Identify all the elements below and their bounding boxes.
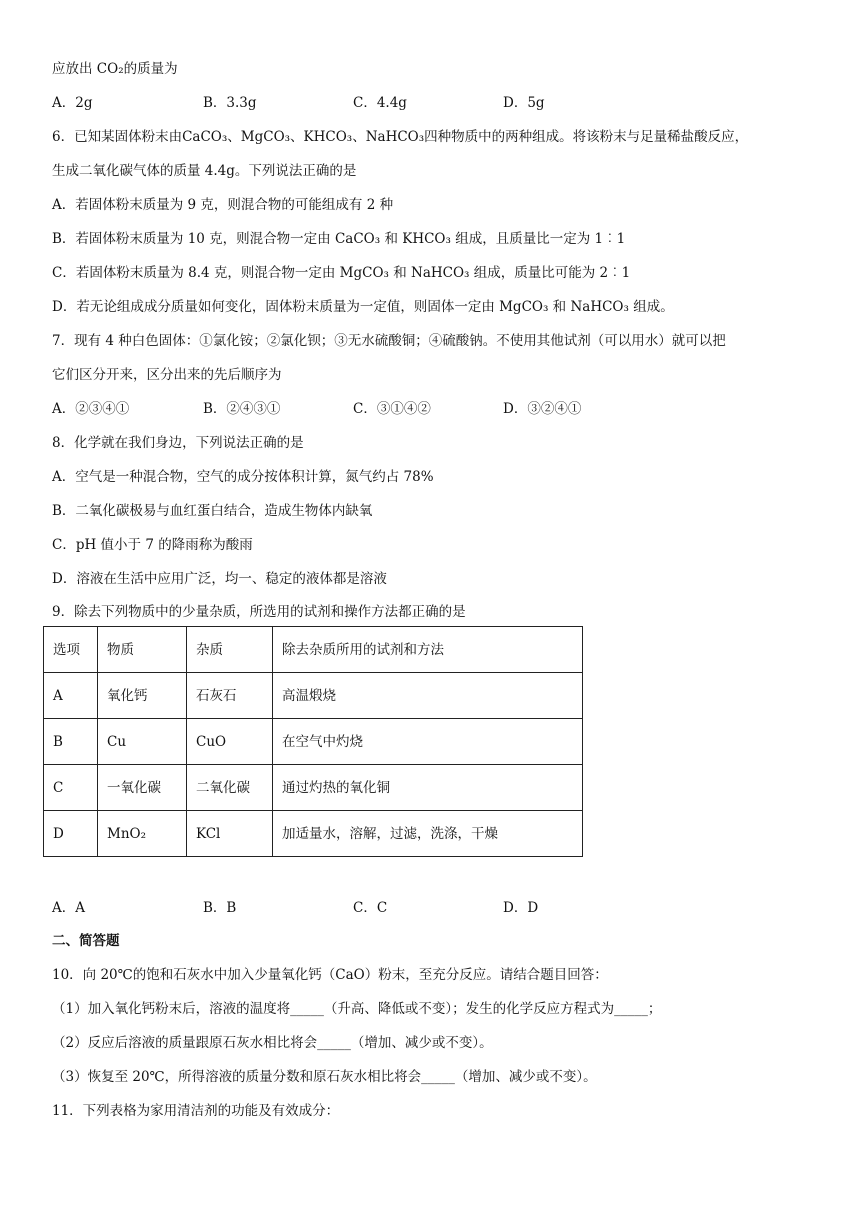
table-cell: 氧化钙 (98, 673, 187, 719)
q8-choice-c: C．pH 值小于 7 的降雨称为酸雨 (52, 537, 253, 553)
table-cell: B (44, 719, 98, 765)
q6-stem-line1: 6．已知某固体粉末由CaCO₃、MgCO₃、KHCO₃、NaHCO₃四种物质中的两种组成。将该粉末与足量稀盐酸反应， (52, 129, 749, 145)
q5-option-c: C．4.4g (353, 95, 407, 111)
q9-table (43, 626, 583, 857)
q6-choice-b: B．若固体粉末质量为 10 克，则混合物一定由 CaCO₃ 和 KHCO₃ 组成，且质量比一定为 1︰1 (52, 231, 626, 247)
q10-stem: 10．向 20℃的饱和石灰水中加入少量氧化钙（CaO）粉末，至充分反应。请结合题目回答： (52, 967, 608, 983)
q9-stem: 9．除去下列物质中的少量杂质，所选用的试剂和操作方法都正确的是 (52, 604, 466, 620)
q9-option-b: B．B (203, 900, 237, 916)
q9-option-a: A．A (52, 900, 85, 916)
q8-choice-b: B．二氧化碳极易与血红蛋白结合，造成生物体内缺氧 (52, 503, 373, 519)
q10-part-3: （3）恢复至 20℃，所得溶液的质量分数和原石灰水相比将会_____（增加、减少或不变）。 (52, 1069, 597, 1085)
table-cell: 通过灼热的氧化铜 (273, 765, 583, 811)
table-cell: 石灰石 (187, 673, 273, 719)
section-heading: 二、简答题 (52, 933, 120, 949)
table-row (44, 811, 583, 857)
table-header-cell: 除去杂质所用的试剂和方法 (273, 627, 583, 673)
table-cell: CuO (187, 719, 273, 765)
q5-option-b: B．3.3g (203, 95, 257, 111)
table-row (44, 765, 583, 811)
q5-stem-continuation: 应放出 CO₂的质量为 (52, 61, 178, 77)
q5-option-d: D．5g (503, 95, 545, 111)
q7-option-a: A．②③④① (52, 401, 130, 417)
table-cell: 高温煅烧 (273, 673, 583, 719)
q8-choice-a: A．空气是一种混合物，空气的成分按体积计算，氮气约占 78% (52, 469, 434, 485)
q9-option-c: C．C (353, 900, 388, 916)
table-row (44, 673, 583, 719)
q5-option-a: A．2g (52, 95, 93, 111)
q7-option-d: D．③②④① (503, 401, 582, 417)
q6-choice-a: A．若固体粉末质量为 9 克，则混合物的可能组成有 2 种 (52, 197, 394, 213)
q10-part-1: （1）加入氧化钙粉末后，溶液的温度将_____（升高、降低或不变）；发生的化学反应方程式为_____； (52, 1001, 662, 1017)
q6-choice-c: C．若固体粉末质量为 8.4 克，则混合物一定由 MgCO₃ 和 NaHCO₃ 组成，质量比可能为 2︰1 (52, 265, 631, 281)
q9-option-d: D．D (503, 900, 539, 916)
q7-stem-line1: 7．现有 4 种白色固体：①氯化铵；②氯化钡；③无水硫酸铜；④硫酸钠。不使用其他试剂（可以用水）就可以把 (52, 333, 726, 349)
table-cell: Cu (98, 719, 187, 765)
q11-stem: 11．下列表格为家用清洁剂的功能及有效成分： (52, 1103, 340, 1119)
table-cell: MnO₂ (98, 811, 187, 857)
table-header-cell: 选项 (44, 627, 98, 673)
q7-option-b: B．②④③① (203, 401, 281, 417)
q7-stem-line2: 它们区分开来，区分出来的先后顺序为 (52, 367, 282, 383)
table-header-cell: 物质 (98, 627, 187, 673)
q6-stem-line2: 生成二氧化碳气体的质量 4.4g。下列说法正确的是 (52, 163, 357, 179)
q6-choice-d: D．若无论组成成分质量如何变化，固体粉末质量为一定值，则固体一定由 MgCO₃ 和 NaHCO₃ 组成。 (52, 299, 674, 315)
q8-choice-d: D．溶液在生活中应用广泛，均一、稳定的液体都是溶液 (52, 571, 387, 587)
table-cell: A (44, 673, 98, 719)
table-cell: C (44, 765, 98, 811)
table-row (44, 719, 583, 765)
table-cell: 一氧化碳 (98, 765, 187, 811)
table-cell: 在空气中灼烧 (273, 719, 583, 765)
table-cell: D (44, 811, 98, 857)
q8-stem: 8．化学就在我们身边，下列说法正确的是 (52, 435, 304, 451)
q10-part-2: （2）反应后溶液的质量跟原石灰水相比将会_____（增加、减少或不变）。 (52, 1035, 493, 1051)
table-cell: KCl (187, 811, 273, 857)
table-cell: 二氧化碳 (187, 765, 273, 811)
table-header-row (44, 627, 583, 673)
q7-option-c: C．③①④② (353, 401, 431, 417)
table-cell: 加适量水，溶解，过滤，洗涤，干燥 (273, 811, 583, 857)
table-header-cell: 杂质 (187, 627, 273, 673)
